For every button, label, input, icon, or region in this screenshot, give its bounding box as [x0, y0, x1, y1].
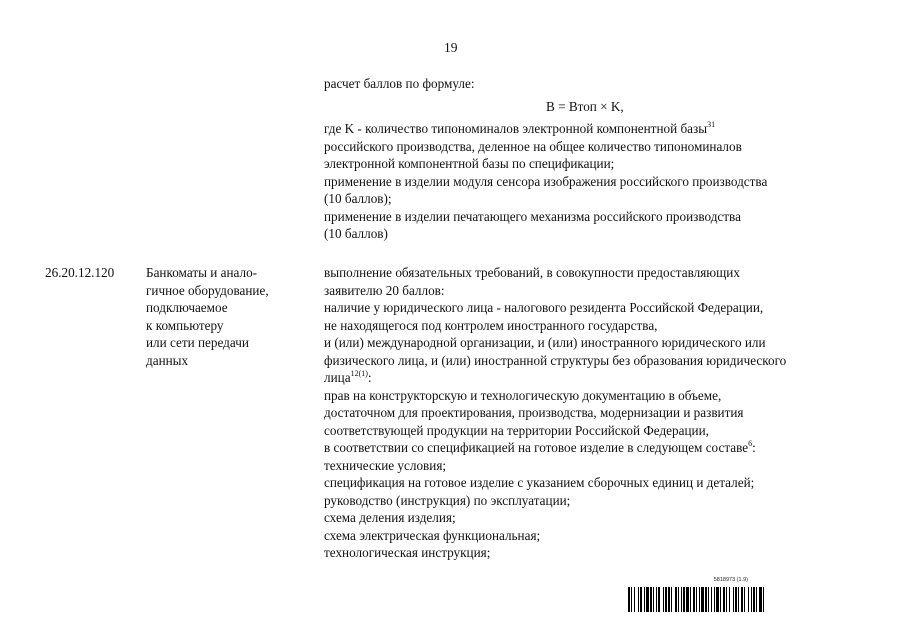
barcode-bar — [663, 587, 664, 612]
product-line: подключаемое — [146, 300, 228, 315]
requirement-line: выполнение обязательных требований, в совокупности предоставляющих — [324, 265, 740, 280]
product-line: или сети передачи — [146, 335, 249, 350]
barcode-bar — [726, 587, 727, 612]
requirement-line: не находящегося под контролем иностранного государства, — [324, 317, 658, 333]
barcode-bar — [744, 587, 745, 612]
requirement-line — [324, 369, 884, 387]
requirement-line: достаточном для проектирования, производства, модернизации и развития — [324, 405, 744, 420]
requirement-line: схема деления изделия; — [324, 510, 456, 525]
product-line: Банкоматы и анало- — [146, 265, 258, 280]
barcode-area — [628, 577, 860, 613]
okpd-code: 26.20.12.120 — [45, 265, 115, 280]
barcode-bar — [741, 587, 743, 612]
barcode-bar — [634, 587, 635, 612]
barcode-bar — [668, 587, 670, 612]
page-number: 19 — [444, 40, 458, 55]
barcode — [628, 587, 860, 612]
requirement-text: : — [752, 440, 756, 455]
barcode-bar — [665, 587, 667, 612]
barcode-bar — [693, 587, 695, 612]
barcode-bar — [751, 587, 752, 612]
requirement-line: технологическая инструкция; — [324, 545, 491, 560]
barcode-bar — [759, 587, 762, 612]
barcode-bar — [658, 587, 660, 612]
barcode-bar — [716, 587, 719, 612]
requirement-line: наличие у юридического лица - налогового резидента Российской Федерации, — [324, 300, 764, 315]
footnote-ref: 31 — [707, 120, 716, 129]
requirement-text: : — [367, 370, 372, 385]
barcode-bar — [646, 587, 649, 612]
barcode-bar — [753, 587, 755, 612]
barcode-bar — [683, 587, 685, 612]
barcode-bar — [763, 587, 764, 612]
barcode-bar — [711, 587, 712, 612]
barcode-bar — [723, 587, 725, 612]
k-definition-line: электронной компонентной базы по спецификации; — [324, 156, 615, 171]
barcode-bar — [733, 587, 734, 612]
requirement-line: спецификация на готовое изделие с указанием сборочных единиц и деталей; — [324, 475, 755, 490]
barcode-bar — [729, 587, 730, 612]
k-definition-line — [324, 120, 884, 138]
product-line: гичное оборудование, — [146, 282, 269, 298]
barcode-bar — [681, 587, 682, 612]
barcode-bar — [644, 587, 645, 612]
k-definition-text: где K - количество типономиналов электронной компонентной базы — [324, 121, 708, 136]
barcode-bar — [686, 587, 689, 612]
barcode-bar — [653, 587, 654, 612]
barcode-bar — [735, 587, 737, 612]
barcode-bar — [748, 587, 749, 612]
requirement-line: заявителю 20 баллов: — [324, 282, 445, 298]
barcode-bar — [638, 587, 639, 612]
barcode-label: 5818973 (1.9) — [713, 577, 748, 583]
barcode-bar — [656, 587, 657, 612]
barcode-bar — [640, 587, 642, 612]
barcode-bar — [708, 587, 709, 612]
printer-points: (10 баллов) — [324, 226, 388, 241]
product-line: данных — [146, 352, 189, 368]
requirement-line — [324, 439, 884, 457]
k-definition-line: российского производства, деленное на общее количество типономиналов — [324, 138, 742, 154]
barcode-bar — [675, 587, 677, 612]
barcode-bar — [628, 587, 630, 612]
sensor-criterion: применение в изделии модуля сенсора изображения российского производства — [324, 173, 768, 189]
sensor-points: (10 баллов); — [324, 191, 392, 206]
barcode-bar — [631, 587, 632, 612]
requirement-line: физического лица, и (или) иностранной структуры без образования юридического — [324, 352, 787, 368]
requirement-line: схема электрическая функциональная; — [324, 527, 541, 543]
barcode-bar — [705, 587, 707, 612]
barcode-bar — [678, 587, 679, 612]
requirement-text: лица — [324, 370, 351, 385]
requirement-text: в соответствии со спецификацией на готовое изделие в следующем составе — [324, 440, 749, 455]
formula: B = Bтоп × K, — [546, 98, 624, 114]
barcode-bar — [671, 587, 672, 612]
barcode-bar — [690, 587, 691, 612]
requirements-block — [324, 264, 884, 562]
footnote-ref: 12(1) — [350, 369, 368, 378]
barcode-bar — [756, 587, 757, 612]
barcode-bar — [714, 587, 715, 612]
barcode-bar — [699, 587, 700, 612]
barcode-bar — [738, 587, 739, 612]
requirement-line: руководство (инструкция) по эксплуатации; — [324, 492, 571, 508]
requirement-line: прав на конструкторскую и технологическую документацию в объеме, — [324, 387, 722, 403]
requirement-line: и (или) международной организации, и (или) иностранного юридического или — [324, 335, 766, 350]
requirement-line: технические условия; — [324, 457, 447, 473]
barcode-bar — [696, 587, 697, 612]
requirement-line: соответствующей продукции на территории Российской Федерации, — [324, 422, 709, 438]
barcode-bar — [720, 587, 721, 612]
formula-intro: расчет баллов по формуле: — [324, 76, 475, 91]
continuation-block — [324, 75, 884, 243]
footnote-ref: 6 — [748, 439, 753, 448]
barcode-bar — [701, 587, 704, 612]
barcode-bar — [650, 587, 652, 612]
product-line: к компьютеру — [146, 317, 224, 333]
printer-criterion: применение в изделии печатающего механизма российского производства — [324, 208, 741, 224]
product-name — [146, 264, 269, 369]
